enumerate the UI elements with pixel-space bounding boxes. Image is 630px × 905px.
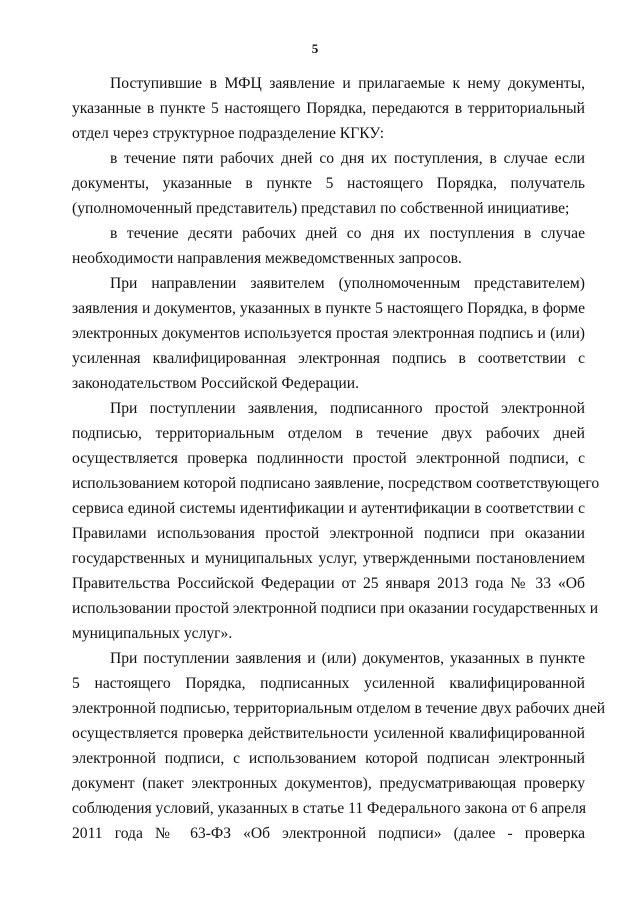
page-number: 5 — [311, 41, 319, 56]
text-line: необходимости направления межведомственных запросов. — [72, 250, 462, 267]
text-line: отдел через структурное подразделение КГКУ: — [72, 125, 385, 142]
text-line: документы, указанные в пункте 5 настоящего Порядка, получатель — [72, 175, 585, 192]
text-line: электронных документов используется простая электронная подпись и (или) — [72, 325, 585, 342]
text-line: в течение десяти рабочих дней со дня их поступления в случае — [110, 225, 585, 242]
text-line: При направлении заявителем (уполномоченным представителем) — [110, 275, 585, 292]
text-line: 5 настоящего Порядка, подписанных усиленной квалифицированной — [72, 675, 585, 692]
text-line: Поступившие в МФЦ заявление и прилагаемые к нему документы, — [110, 75, 585, 92]
text-line: При поступлении заявления и (или) документов, указанных в пункте — [110, 650, 585, 667]
text-line: муниципальных услуг». — [72, 625, 233, 642]
text-line: усиленная квалифицированная электронная подпись в соответствии с — [72, 350, 585, 367]
text-line: в течение пяти рабочих дней со дня их поступления, в случае если — [110, 150, 585, 167]
text-line: указанные в пункте 5 настоящего Порядка, передаются в территориальный — [72, 100, 585, 117]
text-line: сервиса единой системы идентификации и аутентификации в соответствии с — [72, 500, 585, 517]
text-line: использовании простой электронной подписи при оказании государственных и — [72, 600, 599, 617]
text-line: государственных и муниципальных услуг, утвержденными постановлением — [72, 550, 585, 567]
text-line: заявления и документов, указанных в пункте 5 настоящего Порядка, в форме — [72, 300, 585, 317]
text-line: электронной подписи, с использованием которой подписан электронный — [72, 750, 585, 767]
text-line: использованием которой подписано заявление, посредством соответствующего — [72, 475, 600, 492]
text-line: 2011 года № 63-ФЗ «Об электронной подписи» (далее - проверка — [72, 825, 585, 842]
text-line: (уполномоченный представитель) представил по собственной инициативе; — [72, 200, 570, 217]
text-line: осуществляется проверка действительности усиленной квалифицированной — [72, 725, 585, 742]
text-line: документ (пакет электронных документов), предусматривающая проверку — [72, 775, 585, 792]
text-line: осуществляется проверка подлинности простой электронной подписи, с — [72, 450, 585, 467]
text-line: Правилами использования простой электронной подписи при оказании — [72, 525, 585, 542]
text-line: электронной подписью, территориальным отделом в течение двух рабочих дней — [72, 700, 606, 717]
text-line: подписью, территориальным отделом в течение двух рабочих дней — [72, 425, 585, 442]
text-line: законодательством Российской Федерации. — [72, 375, 359, 392]
text-line: Правительства Российской Федерации от 25 января 2013 года № 33 «Об — [72, 575, 585, 592]
text-line: соблюдения условий, указанных в статье 11 Федерального закона от 6 апреля — [72, 800, 587, 817]
text-line: При поступлении заявления, подписанного простой электронной — [110, 400, 585, 417]
